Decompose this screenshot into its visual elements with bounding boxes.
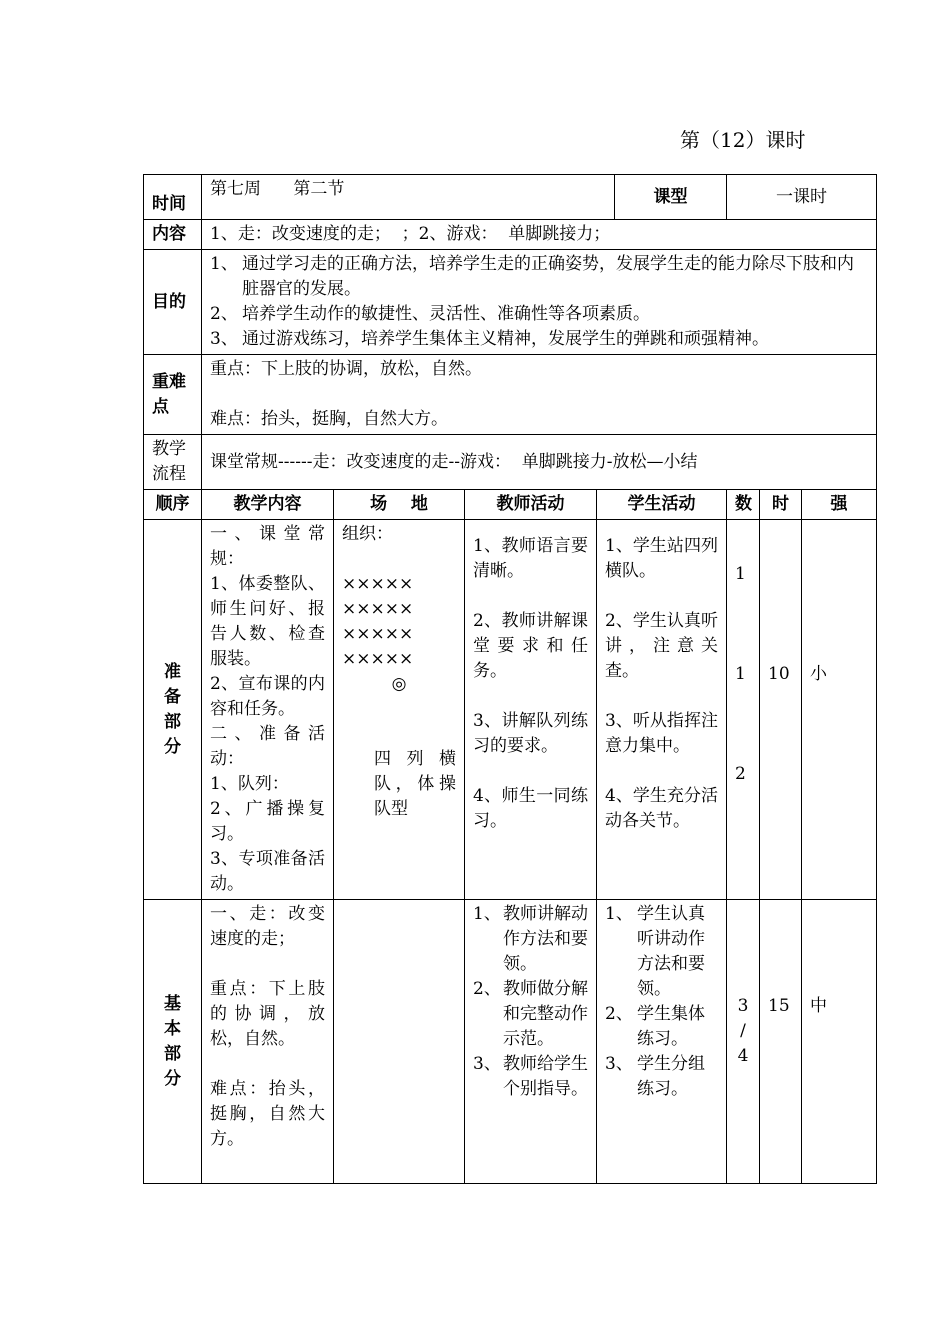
student-item: 1、 学生认真听讲动作方法和要领。 (605, 904, 705, 999)
student-item: 2、 学生集体练习。 (605, 1004, 705, 1049)
teacher-item: 3、 教师给学生个别指导。 (473, 1054, 588, 1099)
basic-venue (334, 900, 465, 1184)
col-venue: 场 地 (334, 490, 465, 520)
teacher-item: 2、 教师做分解和完整动作示范。 (473, 979, 588, 1049)
formation-row: ××××× (342, 624, 414, 644)
prep-student: 1、学生站四列横队。 2、学生认真听讲，注意关查。 3、听从指挥注意力集中。 4、学生充分活动各关节。 (597, 520, 727, 900)
basic-intensity: 中 (802, 900, 877, 1184)
teacher-item: 1、 教师讲解动作方法和要领。 (473, 904, 588, 974)
goal-row (144, 250, 877, 355)
goal-item: 1、 通过学习走的正确方法，培养学生走的正确姿势，发展学生走的能力除尽下肢和内脏器官的发展。 (210, 254, 854, 299)
basic-time: 15 (760, 900, 802, 1184)
flow-value: 课堂常规------走：改变速度的走--游戏： 单脚跳接力-放松—小结 (202, 435, 877, 490)
time-row (144, 175, 877, 220)
formation-row: ××××× (342, 649, 414, 669)
basic-student (597, 900, 727, 1184)
prep-count: 1 1 2 (727, 520, 760, 900)
basic-teacher (465, 900, 597, 1184)
content-label: 内容 (144, 220, 202, 250)
col-order: 顺序 (144, 490, 202, 520)
lesson-plan-table (143, 174, 877, 1184)
basic-section-label: 基 本 部 分 (144, 900, 202, 1184)
basic-count: 3 / 4 (727, 900, 760, 1184)
content-value: 1、走：改变速度的走； ；2、游戏： 单脚跳接力； (202, 220, 877, 250)
col-student: 学生活动 (597, 490, 727, 520)
lesson-type-value: 一课时 (727, 175, 877, 220)
lesson-type-label: 课型 (615, 175, 727, 220)
key-points-row (144, 355, 877, 435)
key-points-value (202, 355, 877, 435)
prep-section-label: 准 备 部 分 (144, 520, 202, 900)
basic-content: 一、走：改变速度的走； 重点：下上肢的协调，放松，自然。 难点：抬头，挺胸，自然大方。 (202, 900, 334, 1184)
formation-row: ××××× (342, 574, 414, 594)
prep-venue: 组织： ××××× ××××× ××××× ××××× ◎ 四列横队，体操队型 (334, 520, 465, 900)
time-label: 时间 (144, 175, 202, 220)
col-intensity: 强 (802, 490, 877, 520)
key-points-label: 重难 点 (144, 355, 202, 435)
prep-section-row (144, 520, 877, 900)
column-header-row (144, 490, 877, 520)
col-count: 数 (727, 490, 760, 520)
col-teacher: 教师活动 (465, 490, 597, 520)
prep-intensity: 小 (802, 520, 877, 900)
goal-item: 3、 通过游戏练习，培养学生集体主义精神，发展学生的弹跳和顽强精神。 (210, 329, 769, 349)
flow-row (144, 435, 877, 490)
student-item: 3、 学生分组练习。 (605, 1054, 705, 1099)
key-point: 重点：下上肢的协调，放松，自然。 (210, 359, 482, 379)
lesson-number: 第（12）课时 (680, 128, 806, 152)
prep-content: 一、课堂常规： 1、体委整队、师生问好、报告人数、检查服装。 2、宣布课的内容和任务。 二、准备活动： 1、队列： 2、广播操复习。 3、专项准备活动。 (202, 520, 334, 900)
time-value: 第七周 第二节 (202, 175, 615, 220)
formation-row: ××××× (342, 599, 414, 619)
col-content: 教学内容 (202, 490, 334, 520)
col-time: 时 (760, 490, 802, 520)
content-row (144, 220, 877, 250)
prep-teacher: 1、教师语言要清晰。 2、教师讲解课堂要求和任务。 3、讲解队列练习的要求。 4、师生一同练习。 (465, 520, 597, 900)
difficult-point: 难点：抬头，挺胸，自然大方。 (210, 409, 448, 429)
goal-list (202, 250, 877, 355)
formation-caption: 四列横队，体操队型 (374, 749, 456, 819)
goal-label: 目的 (144, 250, 202, 355)
goal-item: 2、 培养学生动作的敏捷性、灵活性、准确性等各项素质。 (210, 304, 650, 324)
flow-label: 教学 流程 (144, 435, 202, 490)
prep-time: 10 (760, 520, 802, 900)
teacher-position-mark: ◎ (391, 674, 407, 694)
basic-section-row (144, 900, 877, 1184)
